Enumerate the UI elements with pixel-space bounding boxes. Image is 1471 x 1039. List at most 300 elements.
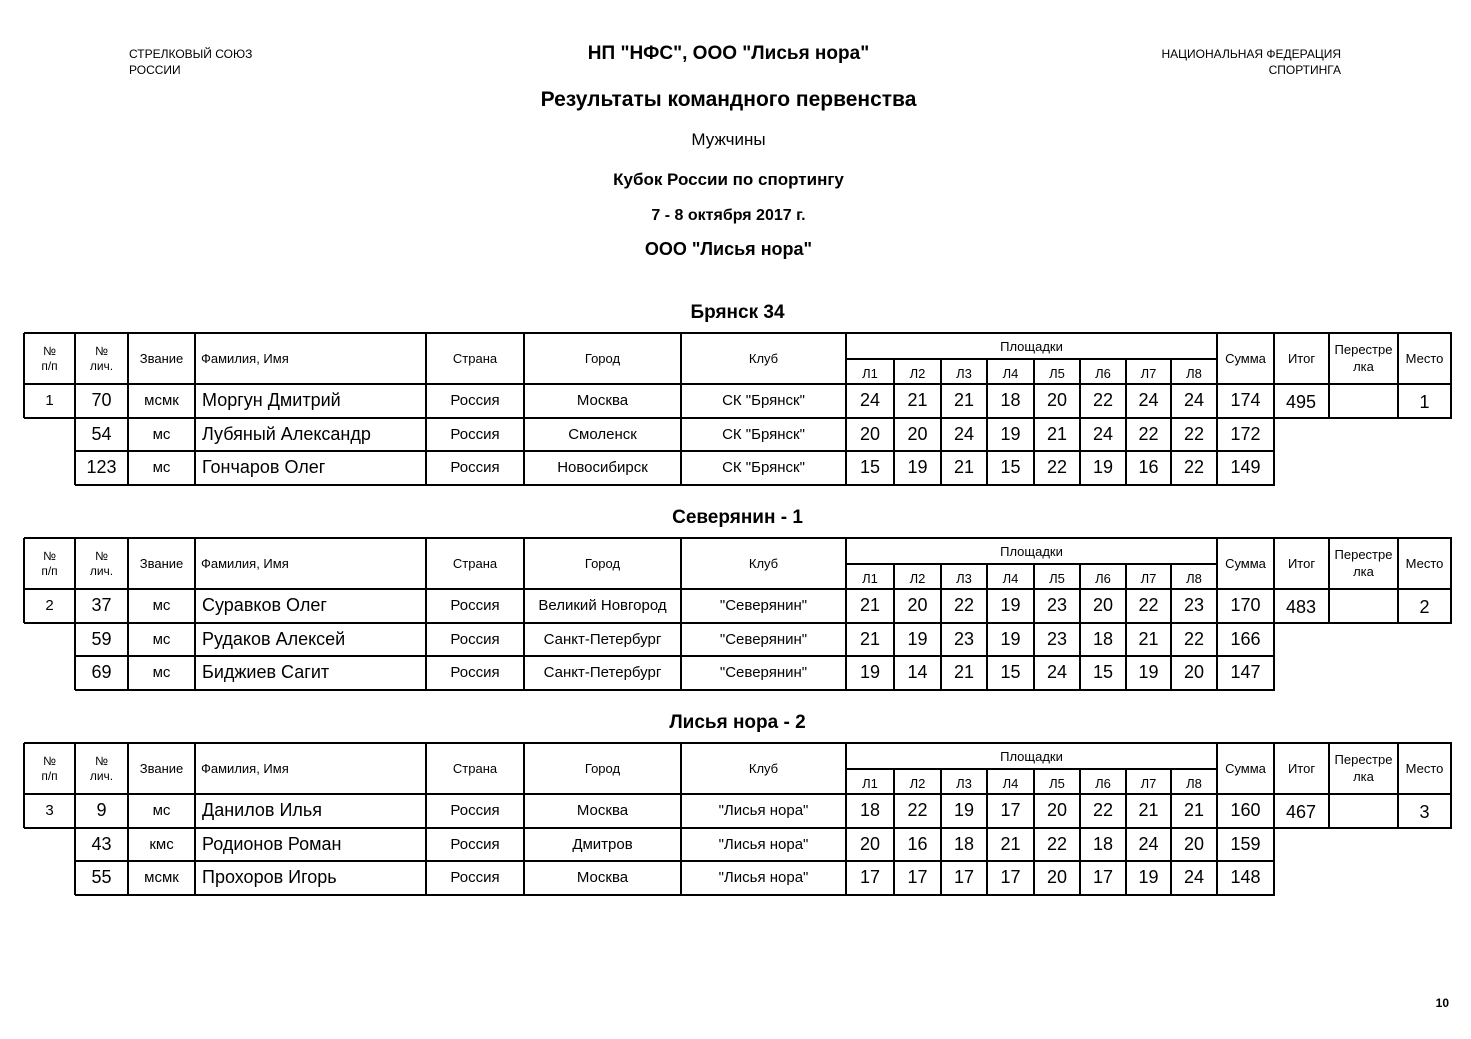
- shooter-name: Рудаков Алексей: [202, 628, 346, 649]
- table-rule: [1450, 333, 1452, 384]
- table-rule: [24, 537, 1452, 539]
- table-rule: [1170, 623, 1172, 657]
- score-l5: 20: [1046, 800, 1068, 821]
- score-l2: 19: [907, 457, 928, 478]
- table-rule: [74, 589, 76, 623]
- table-rule: [986, 359, 988, 384]
- table-rule: [1079, 623, 1081, 657]
- table-rule: [1033, 656, 1035, 690]
- table-rule: [845, 333, 847, 384]
- header-num-lich-2: лич.: [89, 563, 114, 578]
- table-rule: [523, 794, 525, 828]
- table-rule: [986, 451, 988, 485]
- shooter-id: 59: [91, 628, 112, 649]
- table-rule: [1273, 589, 1275, 623]
- score-l7: 21: [1138, 800, 1159, 821]
- org-right-line-2: СПОРТИНГА: [1268, 63, 1341, 77]
- score-l4: 19: [1000, 628, 1021, 649]
- table-rule: [74, 538, 76, 589]
- header-range-l8: Л8: [1186, 570, 1202, 586]
- shooter-club: "Северянин": [719, 597, 808, 615]
- table-rule: [1033, 359, 1035, 384]
- score-l6: 18: [1092, 833, 1114, 854]
- table-rule: [1450, 794, 1452, 828]
- table-rule: [1170, 564, 1172, 589]
- header-num-pp-2: п/п: [41, 358, 58, 373]
- team-place: 3: [1419, 801, 1430, 822]
- score-l8: 20: [1183, 833, 1205, 854]
- header-name: Фамилия, Имя: [201, 761, 289, 776]
- score-l8: 20: [1183, 662, 1205, 683]
- table-rule: [1125, 451, 1127, 485]
- shooter-name: Прохоров Игорь: [202, 867, 337, 888]
- table-rule: [845, 418, 847, 452]
- shooter-rank: мс: [152, 802, 171, 820]
- header-ranges-group: Площадки: [1000, 338, 1063, 354]
- page-number: 10: [1435, 996, 1449, 1010]
- table-rule: [194, 623, 196, 657]
- table-rule: [1273, 538, 1275, 589]
- shooter-city: Санкт-Петербург: [543, 664, 662, 682]
- header-range-l8: Л8: [1186, 775, 1202, 791]
- header-rank: Звание: [139, 556, 184, 571]
- shooter-city: Великий Новгород: [538, 597, 667, 615]
- shooter-name: Родионов Роман: [202, 833, 342, 854]
- shooter-sum: 149: [1230, 457, 1261, 478]
- table-rule: [1125, 861, 1127, 895]
- shooter-club: "Лисья нора": [718, 802, 809, 820]
- header-num-lich: [75, 538, 128, 589]
- header-num-lich-1: №: [95, 343, 108, 358]
- table-rule: [523, 743, 525, 794]
- score-l2: 21: [907, 390, 928, 411]
- table-rule: [523, 538, 525, 589]
- table-rule: [194, 418, 196, 452]
- table-rule: [940, 384, 942, 418]
- table-rule: [986, 623, 988, 657]
- table-rule: [893, 623, 895, 657]
- score-l5: 23: [1046, 628, 1068, 649]
- table-rule: [523, 861, 525, 895]
- table-rule: [1170, 794, 1172, 828]
- score-l1: 21: [859, 628, 881, 649]
- table-rule: [1328, 589, 1330, 623]
- table-rule: [893, 359, 895, 384]
- header-city: Город: [584, 351, 621, 366]
- table-rule: [680, 828, 682, 862]
- table-rule: [24, 742, 1452, 744]
- table-rule: [986, 418, 988, 452]
- table-rule: [1033, 451, 1035, 485]
- header-range-l7: Л7: [1140, 775, 1157, 791]
- table-rule: [986, 564, 988, 589]
- team-name: Брянск 34: [690, 302, 785, 323]
- shooter-rank: мс: [152, 425, 171, 443]
- header-place: Место: [1405, 556, 1444, 571]
- table-rule: [75, 689, 1275, 691]
- header-range-l7: Л7: [1140, 365, 1157, 381]
- score-l7: 22: [1138, 595, 1159, 616]
- table-rule: [1033, 828, 1035, 862]
- header-num-pp-2: п/п: [41, 768, 58, 783]
- header-shootoff: [1329, 333, 1398, 384]
- table-rule: [194, 589, 196, 623]
- header-range-l6: Л6: [1095, 775, 1111, 791]
- team-name: Лисья нора - 2: [669, 712, 806, 733]
- table-rule: [1170, 451, 1172, 485]
- shooter-id: 69: [91, 662, 112, 683]
- shooter-rank: мс: [152, 630, 171, 648]
- table-rule: [127, 794, 129, 828]
- header-num-lich-1: №: [95, 753, 108, 768]
- shooter-id: 54: [91, 423, 112, 444]
- table-rule: [845, 861, 847, 895]
- table-rule: [1079, 589, 1081, 623]
- table-rule: [127, 538, 129, 589]
- table-rule: [1170, 656, 1172, 690]
- header-club: Клуб: [748, 761, 779, 776]
- header-shootoff: [1329, 743, 1398, 794]
- table-rule: [680, 589, 682, 623]
- table-rule: [1328, 538, 1330, 589]
- table-rule: [1216, 623, 1218, 657]
- table-rule: [23, 384, 25, 418]
- shooter-country: Россия: [450, 802, 500, 820]
- event-name: Кубок России по спортингу: [613, 170, 844, 189]
- org-left-line-1: СТРЕЛКОВЫЙ СОЮЗ: [129, 47, 253, 61]
- header-name: Фамилия, Имя: [201, 556, 289, 571]
- table-rule: [1216, 743, 1218, 794]
- shooter-city: Смоленск: [568, 425, 637, 443]
- table-rule: [986, 769, 988, 794]
- header-shootoff-1: Перестре: [1334, 752, 1393, 767]
- score-l4: 18: [1000, 390, 1021, 411]
- score-l4: 19: [1000, 423, 1021, 444]
- score-l5: 24: [1046, 662, 1068, 683]
- shooter-country: Россия: [450, 425, 500, 443]
- shooter-club: СК "Брянск": [722, 392, 805, 410]
- shooter-sum: 159: [1230, 833, 1261, 854]
- header-club: Клуб: [748, 556, 779, 571]
- table-rule: [74, 623, 76, 657]
- table-rule: [986, 828, 988, 862]
- header-range-l4: Л4: [1002, 775, 1019, 791]
- table-rule: [194, 861, 196, 895]
- score-l2: 14: [907, 662, 928, 683]
- score-l6: 15: [1092, 662, 1114, 683]
- table-rule: [425, 623, 427, 657]
- table-rule: [194, 384, 196, 418]
- table-rule: [940, 828, 942, 862]
- shooter-rank: мс: [152, 459, 171, 477]
- table-rule: [74, 861, 76, 895]
- table-rule: [74, 828, 76, 862]
- table-rule: [1170, 384, 1172, 418]
- team-total: 483: [1286, 596, 1317, 617]
- table-rule: [74, 656, 76, 690]
- header-country: Страна: [452, 761, 498, 776]
- table-rule: [1216, 418, 1218, 452]
- score-l2: 20: [907, 423, 928, 444]
- score-l8: 24: [1183, 867, 1205, 888]
- table-rule: [1273, 384, 1275, 418]
- table-rule: [1216, 589, 1218, 623]
- table-rule: [1450, 384, 1452, 418]
- table-rule: [127, 828, 129, 862]
- score-l6: 22: [1092, 390, 1114, 411]
- header-range-l6: Л6: [1095, 365, 1111, 381]
- shooter-sum: 166: [1230, 628, 1261, 649]
- header-country: Страна: [452, 556, 498, 571]
- organizers: НП "НФС", ООО "Лисья нора": [587, 43, 870, 64]
- table-rule: [1079, 828, 1081, 862]
- table-rule: [680, 384, 682, 418]
- score-l5: 23: [1046, 595, 1068, 616]
- table-rule: [425, 828, 427, 862]
- table-rule: [523, 451, 525, 485]
- table-rule: [194, 828, 196, 862]
- table-rule: [845, 656, 847, 690]
- table-rule: [1273, 743, 1275, 794]
- shooter-name: Гончаров Олег: [202, 457, 326, 478]
- score-l1: 21: [859, 595, 881, 616]
- header-sum: Сумма: [1225, 556, 1266, 571]
- header-num-pp: [24, 743, 75, 794]
- shooter-rank: мсмк: [144, 869, 179, 887]
- table-rule: [893, 769, 895, 794]
- header-shootoff-2: лка: [1353, 359, 1374, 374]
- header-ranges-group: Площадки: [1000, 543, 1063, 559]
- header-range-l5: Л5: [1049, 570, 1065, 586]
- table-rule: [680, 538, 682, 589]
- table-rule: [127, 384, 129, 418]
- score-l1: 18: [859, 800, 881, 821]
- table-rule: [680, 418, 682, 452]
- score-l3: 18: [953, 833, 975, 854]
- table-rule: [23, 333, 25, 384]
- shooter-club: "Северянин": [719, 630, 808, 648]
- table-rule: [845, 743, 847, 794]
- team-number: 3: [45, 802, 54, 820]
- shooter-name: Суравков Олег: [202, 595, 327, 616]
- team-number: 2: [45, 597, 54, 615]
- table-rule: [194, 794, 196, 828]
- table-rule: [1397, 589, 1399, 623]
- team-shootoff: [1329, 794, 1398, 828]
- table-rule: [1273, 828, 1275, 862]
- shooter-city: Москва: [576, 869, 629, 887]
- table-rule: [940, 564, 942, 589]
- table-rule: [893, 861, 895, 895]
- score-l6: 19: [1092, 457, 1114, 478]
- event-dates: 7 - 8 октября 2017 г.: [651, 207, 806, 224]
- table-rule: [1273, 861, 1275, 895]
- table-rule: [23, 589, 25, 623]
- table-rule: [845, 828, 847, 862]
- shooter-country: Россия: [450, 835, 500, 853]
- table-rule: [1033, 418, 1035, 452]
- table-rule: [74, 333, 76, 384]
- score-l2: 20: [907, 595, 928, 616]
- table-rule: [194, 333, 196, 384]
- table-rule: [845, 538, 847, 589]
- table-rule: [425, 794, 427, 828]
- table-rule: [1216, 656, 1218, 690]
- header-range-l6: Л6: [1095, 570, 1111, 586]
- score-l8: 23: [1183, 595, 1205, 616]
- table-rule: [893, 656, 895, 690]
- table-rule: [1125, 589, 1127, 623]
- header-shootoff-2: лка: [1353, 769, 1374, 784]
- table-rule: [425, 384, 427, 418]
- table-rule: [893, 794, 895, 828]
- shooter-sum: 147: [1230, 662, 1261, 683]
- header-range-l3: Л3: [956, 570, 972, 586]
- header-shootoff-2: лка: [1353, 564, 1374, 579]
- table-rule: [1216, 538, 1218, 589]
- shooter-name: Моргун Дмитрий: [202, 390, 341, 411]
- score-l7: 22: [1138, 423, 1159, 444]
- table-rule: [194, 451, 196, 485]
- shooter-club: "Лисья нора": [718, 869, 809, 887]
- table-rule: [1125, 656, 1127, 690]
- score-l5: 20: [1046, 867, 1068, 888]
- header-num-lich-2: лич.: [89, 768, 114, 783]
- table-rule: [1125, 794, 1127, 828]
- table-rule: [1125, 828, 1127, 862]
- table-rule: [75, 894, 1275, 896]
- shooter-sum: 172: [1230, 423, 1261, 444]
- score-l8: 22: [1183, 423, 1205, 444]
- header-num-lich-2: лич.: [89, 358, 114, 373]
- table-rule: [680, 656, 682, 690]
- table-rule: [1079, 384, 1081, 418]
- table-rule: [940, 451, 942, 485]
- score-l6: 22: [1092, 800, 1114, 821]
- table-rule: [1125, 623, 1127, 657]
- table-rule: [127, 333, 129, 384]
- score-l3: 21: [953, 662, 975, 683]
- shooter-country: Россия: [450, 630, 500, 648]
- score-l2: 22: [907, 800, 928, 821]
- table-rule: [1033, 861, 1035, 895]
- table-rule: [1216, 451, 1218, 485]
- score-l1: 24: [859, 390, 881, 411]
- score-l6: 20: [1092, 595, 1114, 616]
- table-rule: [680, 743, 682, 794]
- table-rule: [23, 538, 25, 589]
- team-number: 1: [45, 392, 54, 410]
- table-rule: [1079, 794, 1081, 828]
- team-shootoff: [1329, 384, 1398, 418]
- table-rule: [523, 589, 525, 623]
- table-rule: [425, 743, 427, 794]
- shooter-id: 37: [91, 595, 112, 616]
- score-l7: 16: [1138, 457, 1159, 478]
- header-num-pp-1: №: [43, 753, 56, 768]
- table-rule: [1079, 359, 1081, 384]
- header-name: Фамилия, Имя: [201, 351, 289, 366]
- shooter-club: "Северянин": [719, 664, 808, 682]
- table-rule: [1216, 794, 1218, 828]
- header-num-lich-1: №: [95, 548, 108, 563]
- score-l4: 17: [1000, 800, 1021, 821]
- score-l5: 22: [1046, 457, 1068, 478]
- shooter-rank: мс: [152, 597, 171, 615]
- table-rule: [986, 656, 988, 690]
- table-rule: [1450, 743, 1452, 794]
- shooter-id: 43: [91, 833, 112, 854]
- table-rule: [845, 451, 847, 485]
- score-l1: 20: [859, 833, 881, 854]
- table-rule: [893, 384, 895, 418]
- table-rule: [1033, 384, 1035, 418]
- header-shootoff-1: Перестре: [1334, 342, 1393, 357]
- table-rule: [127, 743, 129, 794]
- shooter-city: Москва: [576, 802, 629, 820]
- table-rule: [523, 418, 525, 452]
- table-rule: [845, 589, 847, 623]
- score-l2: 16: [907, 833, 928, 854]
- table-rule: [845, 623, 847, 657]
- table-rule: [940, 623, 942, 657]
- table-rule: [127, 589, 129, 623]
- score-l2: 19: [907, 628, 928, 649]
- venue: ООО "Лисья нора": [644, 239, 813, 259]
- header-city: Город: [584, 761, 621, 776]
- table-rule: [940, 589, 942, 623]
- shooter-rank: кмс: [149, 835, 174, 853]
- table-rule: [425, 451, 427, 485]
- score-l6: 18: [1092, 628, 1114, 649]
- table-rule: [1397, 794, 1399, 828]
- header-range-l5: Л5: [1049, 775, 1065, 791]
- table-rule: [845, 384, 847, 418]
- score-l3: 24: [953, 423, 975, 444]
- table-rule: [194, 743, 196, 794]
- table-rule: [1216, 861, 1218, 895]
- header-range-l2: Л2: [909, 775, 926, 791]
- header-range-l3: Л3: [956, 775, 972, 791]
- team-name: Северянин - 1: [672, 507, 803, 528]
- score-l5: 21: [1046, 423, 1068, 444]
- table-rule: [523, 384, 525, 418]
- table-rule: [1328, 743, 1330, 794]
- table-rule: [1328, 794, 1330, 828]
- header-range-l5: Л5: [1049, 365, 1065, 381]
- table-rule: [680, 333, 682, 384]
- score-l7: 24: [1138, 390, 1159, 411]
- table-rule: [1033, 794, 1035, 828]
- table-rule: [425, 333, 427, 384]
- table-rule: [127, 418, 129, 452]
- header-total: Итог: [1287, 351, 1316, 366]
- header-range-l8: Л8: [1186, 365, 1202, 381]
- table-rule: [523, 333, 525, 384]
- table-rule: [1125, 359, 1127, 384]
- page-title: Результаты командного первенства: [540, 88, 917, 111]
- table-rule: [74, 451, 76, 485]
- shooter-country: Россия: [450, 459, 500, 477]
- header-sum: Сумма: [1225, 761, 1266, 776]
- shooter-id: 9: [96, 800, 107, 821]
- header-rank: Звание: [139, 761, 184, 776]
- team-place: 2: [1419, 596, 1430, 617]
- table-rule: [523, 828, 525, 862]
- table-rule: [1079, 656, 1081, 690]
- table-rule: [127, 656, 129, 690]
- table-rule: [1273, 418, 1275, 452]
